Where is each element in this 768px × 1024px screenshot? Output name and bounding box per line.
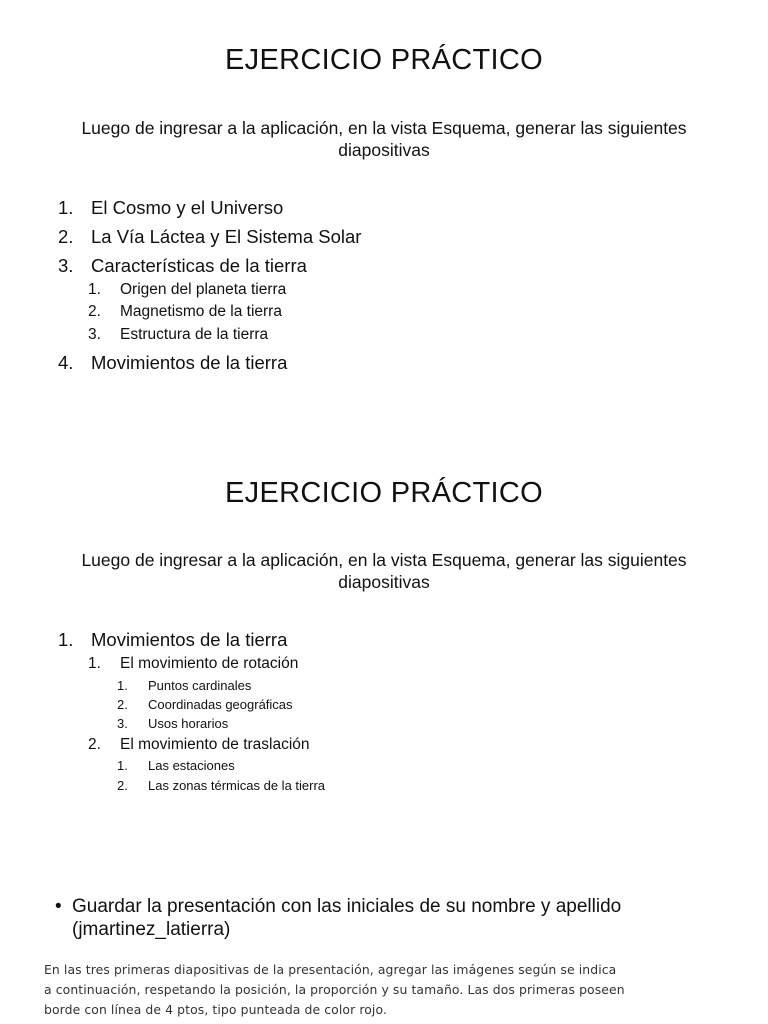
item-number: 1. xyxy=(88,655,101,672)
bullet-icon: • xyxy=(55,896,62,917)
item-label: El Cosmo y el Universo xyxy=(91,197,284,218)
note-line: En las tres primeras diapositivas de la presentación, agregar las imágenes según se indica xyxy=(44,962,617,977)
item-label: Características de la tierra xyxy=(91,255,307,276)
item-number: 3. xyxy=(117,716,128,731)
item-label: El movimiento de traslación xyxy=(120,736,310,753)
item-number: 1. xyxy=(88,281,101,298)
item-label: Las zonas térmicas de la tierra xyxy=(148,778,326,793)
item-label: Usos horarios xyxy=(148,716,229,731)
item-number: 2. xyxy=(58,226,74,247)
note-line: a continuación, respetando la posición, la proporción y su tamaño. Las dos primeras poseen xyxy=(44,982,625,997)
item-label: Puntos cardinales xyxy=(148,678,252,693)
item-label: Las estaciones xyxy=(148,758,235,773)
item-label: La Vía Láctea y El Sistema Solar xyxy=(91,226,362,247)
item-number: 4. xyxy=(58,352,74,373)
item-number: 2. xyxy=(117,778,128,793)
slide2-intro: Luego de ingresar a la aplicación, en la vista Esquema, generar las siguientes diapositivas xyxy=(81,550,687,592)
slide1-title: EJERCICIO PRÁCTICO xyxy=(225,44,543,76)
slide1-intro: Luego de ingresar a la aplicación, en la vista Esquema, generar las siguientes diapositivas xyxy=(81,118,687,160)
item-number: 1. xyxy=(58,197,74,218)
item-number: 1. xyxy=(117,678,128,693)
item-number: 1. xyxy=(58,629,74,650)
item-number: 2. xyxy=(88,303,101,320)
slide2-title: EJERCICIO PRÁCTICO xyxy=(225,477,543,509)
item-label: Coordinadas geográficas xyxy=(148,697,293,712)
item-number: 2. xyxy=(88,736,101,753)
item-number: 3. xyxy=(58,255,74,276)
item-number: 2. xyxy=(117,697,128,712)
note-line: borde con línea de 4 ptos, tipo punteada de color rojo. xyxy=(44,1002,387,1017)
item-label: Magnetismo de la tierra xyxy=(120,303,282,320)
item-label: Origen del planeta tierra xyxy=(120,281,287,298)
item-label: Movimientos de la tierra xyxy=(91,352,288,373)
item-label: Estructura de la tierra xyxy=(120,326,269,343)
save-instruction: Guardar la presentación con las iniciales de su nombre y apellido (jmartinez_latierra) xyxy=(72,896,622,940)
image-instructions-note xyxy=(44,960,724,1020)
item-number: 3. xyxy=(88,326,101,343)
item-label: Movimientos de la tierra xyxy=(91,629,288,650)
item-label: El movimiento de rotación xyxy=(120,655,299,672)
item-number: 1. xyxy=(117,758,128,773)
